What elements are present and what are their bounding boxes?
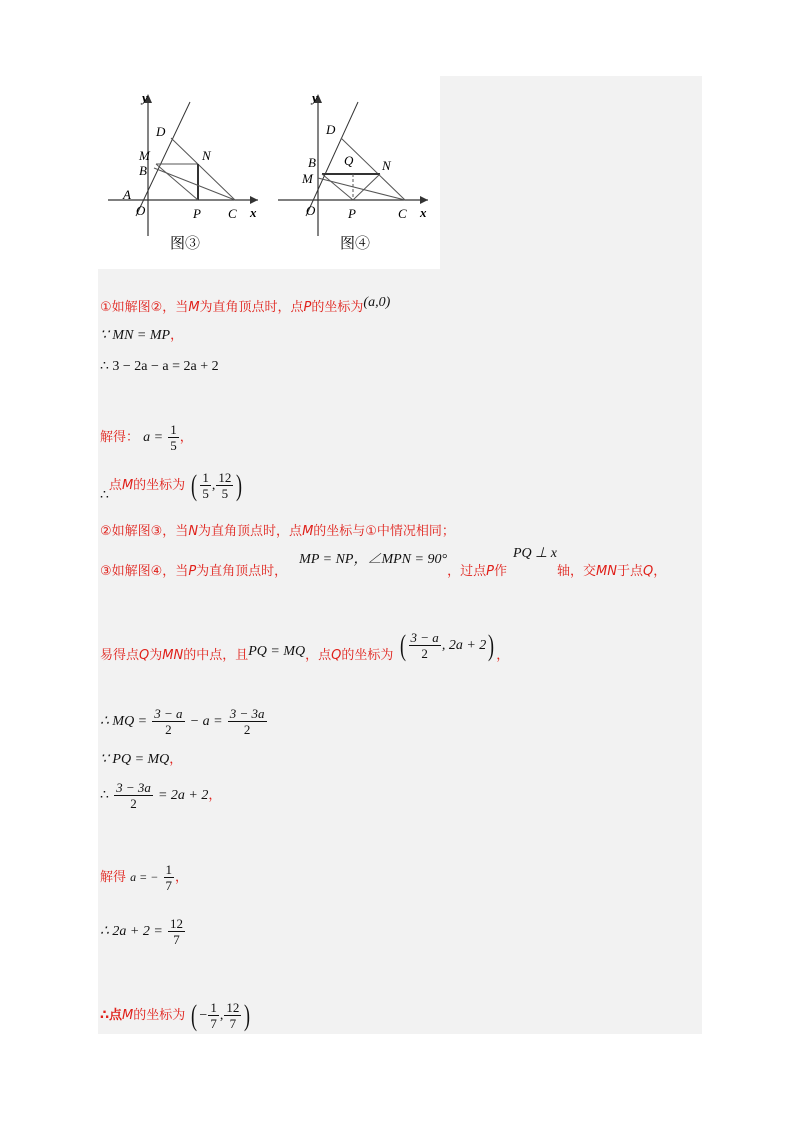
l8-text5: 的坐标为 bbox=[341, 648, 394, 663]
solution-line-5: ∴点M的坐标为 ( $\frac{1}{5}$ , $\frac{12}{5}$ ) bbox=[100, 468, 243, 503]
l14-frac1: $\frac{1}{7}$ bbox=[210, 1000, 217, 1031]
l8-text3: 的中点，且 bbox=[183, 648, 249, 663]
fig4-caption: 图④ bbox=[340, 236, 371, 252]
l5-var-M: M bbox=[121, 478, 134, 493]
l9-frac1: $\frac{3 - a}{2}$ bbox=[154, 706, 183, 737]
fig3-label-B: B bbox=[139, 163, 147, 178]
fig3-label-x: x bbox=[250, 205, 257, 220]
solution-line-3 bbox=[100, 357, 219, 377]
fig3-label-P: P bbox=[193, 206, 201, 221]
solution-line-9 bbox=[100, 706, 268, 737]
l9-frac2: $\frac{3 - 3a}{2}$ bbox=[229, 706, 265, 737]
l12-text: 解得 bbox=[100, 870, 127, 885]
l9-lhs: ∴ MQ = bbox=[100, 714, 148, 729]
l14-var-M: M bbox=[122, 1008, 134, 1023]
solution-line-11 bbox=[100, 780, 221, 811]
solution-line-10 bbox=[100, 750, 182, 770]
l7-var-P: P bbox=[188, 564, 197, 579]
l4-text: 解得： bbox=[100, 430, 140, 445]
solution-line-2 bbox=[100, 326, 183, 346]
l14-text: ∴点 bbox=[100, 1008, 123, 1023]
l8-text: 易得点 bbox=[100, 648, 140, 663]
l11-comma: ， bbox=[208, 788, 222, 803]
l8-frac: $\frac{3 - a}{2}$ bbox=[410, 630, 439, 661]
l7-text: ③如解图④，当 bbox=[100, 564, 189, 579]
figure-4 bbox=[278, 90, 428, 252]
l8-var-Q2: Q bbox=[331, 648, 342, 663]
l5-text2: 的坐标为 bbox=[133, 478, 186, 493]
l5-frac2: $\frac{12}{5}$ bbox=[218, 470, 232, 501]
l7-var-Q: Q bbox=[643, 564, 654, 579]
l11-frac: $\frac{3 - 3a}{2}$ bbox=[116, 780, 151, 811]
l13-lhs: ∴ 2a + 2 = bbox=[100, 924, 163, 939]
fig4-label-N: N bbox=[382, 158, 391, 173]
l8-rest: , 2a + 2 bbox=[441, 638, 487, 653]
fig4-label-M: M bbox=[302, 171, 313, 186]
l14-text2: 的坐标为 bbox=[133, 1008, 186, 1023]
solution-line-1 bbox=[100, 295, 391, 318]
l6-text3: 的坐标与①中情况相同； bbox=[313, 524, 455, 539]
l1-var-M: M bbox=[188, 300, 200, 315]
l7-text4: 作 bbox=[493, 564, 507, 579]
figure-box bbox=[98, 76, 440, 269]
l14-frac2: $\frac{12}{7}$ bbox=[226, 1000, 240, 1031]
fig3-label-y: y bbox=[142, 90, 148, 105]
fig3-label-C: C bbox=[228, 206, 237, 221]
figures-svg bbox=[98, 76, 440, 269]
l6-var-M: M bbox=[302, 524, 314, 539]
fig3-label-M: M bbox=[139, 148, 150, 163]
fig4-label-x: x bbox=[420, 205, 427, 220]
l12-frac: $\frac{1}{7}$ bbox=[165, 862, 172, 893]
l4-comma: ， bbox=[179, 430, 193, 445]
solution-line-14: ∴点M的坐标为 ( − $\frac{1}{7}$ , $\frac{12}{7}$ ) bbox=[100, 998, 251, 1032]
fig4-label-D: D bbox=[326, 122, 336, 137]
fig4-label-O: O bbox=[306, 203, 316, 218]
l1-var-P: P bbox=[303, 300, 312, 315]
fig4-label-P: P bbox=[348, 206, 356, 221]
l8-var-Q: Q bbox=[139, 648, 150, 663]
l7-text5: 轴，交 bbox=[557, 564, 597, 579]
l9-mid: − a = bbox=[189, 714, 223, 729]
fig4-label-y: y bbox=[312, 90, 318, 105]
l3-math: ∴ 3 − 2a − a = 2a + 2 bbox=[100, 359, 219, 374]
l7-text2: 为直角顶点时， bbox=[196, 564, 288, 579]
l6-var-N: N bbox=[188, 524, 199, 539]
l4-lhs: a = bbox=[143, 430, 164, 445]
fig4-label-Q: Q bbox=[344, 153, 354, 168]
l7-end: ， bbox=[653, 564, 667, 579]
fig3-label-A: A bbox=[123, 187, 131, 202]
l6-text: ②如解图③，当 bbox=[100, 524, 189, 539]
fig4-label-B: B bbox=[308, 155, 316, 170]
l2-math: ∵ MN = MP bbox=[100, 328, 171, 343]
l4-fraction: $\frac{1}{5}$ bbox=[170, 422, 177, 453]
l14-minus: − bbox=[199, 1008, 208, 1023]
l8-end: ， bbox=[496, 648, 510, 663]
solution-line-4 bbox=[100, 422, 193, 453]
l6-text2: 为直角顶点时，点 bbox=[198, 524, 303, 539]
fig3-label-D: D bbox=[156, 124, 166, 139]
l7-var-MN: MN bbox=[596, 564, 617, 579]
l12-lhs: a = − bbox=[130, 870, 159, 884]
l5-frac1: $\frac{1}{5}$ bbox=[202, 470, 209, 501]
l1-text: ①如解图②，当 bbox=[100, 300, 189, 315]
l5-therefore: ∴ bbox=[100, 488, 109, 503]
l8-math: PQ = MQ bbox=[248, 644, 306, 659]
fig3-label-N: N bbox=[202, 148, 211, 163]
l7-text3: ，过点 bbox=[447, 564, 487, 579]
l8-text2: 为 bbox=[149, 648, 163, 663]
solution-line-6 bbox=[100, 522, 455, 542]
l8-var-MN: MN bbox=[162, 648, 184, 663]
l1-coord: (a,0) bbox=[363, 295, 391, 310]
fig3-label-O: O bbox=[136, 203, 146, 218]
l10-comma: ， bbox=[169, 752, 183, 767]
l12-comma: ， bbox=[175, 870, 189, 885]
l7-math2: PQ ⊥ x bbox=[512, 546, 558, 561]
l11-lhs: ∴ bbox=[100, 788, 109, 803]
l7-text6: 于点 bbox=[617, 564, 644, 579]
l13-frac: $\frac{12}{7}$ bbox=[169, 916, 183, 947]
l7-var-P2: P bbox=[486, 564, 494, 579]
figure-3 bbox=[108, 90, 258, 252]
l8-text4: ，点 bbox=[305, 648, 332, 663]
solution-line-7 bbox=[100, 546, 667, 582]
l7-math1: MP = NP，∠MPN = 90° bbox=[299, 552, 448, 567]
solution-line-8: 易得点Q为MN的中点，且PQ = MQ，点Q的坐标为 ( $\frac{3 - a}{2}$ , 2a + 2) ， bbox=[100, 628, 510, 663]
fig4-label-C: C bbox=[398, 206, 407, 221]
solution-line-13 bbox=[100, 916, 186, 947]
l1-text2: 为直角顶点时，点 bbox=[199, 300, 304, 315]
l10-math: ∵ PQ = MQ bbox=[100, 752, 170, 767]
l2-comma: ， bbox=[170, 328, 184, 343]
l5-text: 点 bbox=[108, 478, 122, 493]
l1-text3: 的坐标为 bbox=[311, 300, 364, 315]
fig3-caption: 图③ bbox=[170, 236, 201, 252]
solution-line-12 bbox=[100, 862, 188, 893]
l11-rhs: = 2a + 2 bbox=[157, 788, 209, 803]
